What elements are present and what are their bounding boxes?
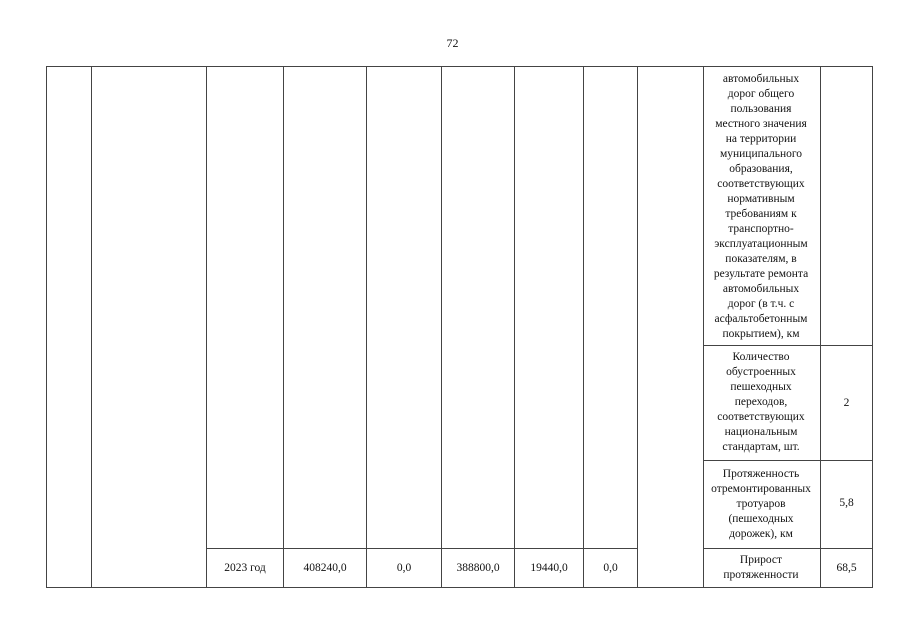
indicator-value: 2 [843, 397, 850, 409]
indicator-line: местного значения [715, 118, 807, 130]
page-number: 72 [446, 36, 459, 50]
amount-cell: 388800,0 [456, 562, 500, 574]
indicator-line: протяженности [723, 569, 799, 581]
indicator-line: тротуаров [736, 498, 786, 510]
indicator-line: Прирост [739, 554, 783, 566]
table-cell [283, 66, 367, 549]
indicator-line: дорог (в т.ч. с [727, 298, 795, 310]
indicator-name [703, 467, 819, 542]
indicator-name [703, 553, 819, 583]
indicator-line: образования, [729, 163, 793, 175]
total-amount: 408240,0 [303, 562, 347, 574]
indicator-line: автомобильных [722, 283, 800, 295]
amount-cell: 0,0 [396, 562, 412, 574]
indicator-line: дорожек), км [729, 528, 793, 540]
indicator-line: Протяженность [722, 468, 800, 480]
table-cell [820, 66, 873, 346]
indicator-line: асфальтобетонным [714, 313, 808, 325]
table-cell [91, 66, 207, 588]
indicator-name [703, 350, 819, 455]
indicator-line: обустроенных [726, 366, 796, 378]
indicator-line: результате ремонта [713, 268, 809, 280]
indicator-line: муниципального [719, 148, 803, 160]
indicator-line: пользования [730, 103, 792, 115]
indicator-line: дорог общего [727, 88, 795, 100]
indicator-line: автомобильных [722, 73, 800, 85]
amount-cell: 0,0 [603, 562, 618, 574]
indicator-line: Количество [732, 351, 790, 363]
indicator-line: покрытием), км [722, 328, 800, 340]
indicator-line: переходов, [734, 396, 788, 408]
indicator-line: нормативным [727, 193, 795, 205]
table-cell [206, 66, 284, 549]
indicator-line: национальным [724, 426, 798, 438]
indicator-name [703, 72, 819, 342]
indicator-line: пешеходных [730, 381, 792, 393]
indicator-line: соответствующих [717, 411, 805, 423]
indicator-line: на территории [725, 133, 797, 145]
indicator-value: 68,5 [836, 562, 857, 574]
indicator-line: отремонтированных [711, 483, 811, 495]
indicator-line: соответствующих [717, 178, 805, 190]
table-cell [583, 66, 638, 549]
indicator-line: стандартам, шт. [722, 441, 800, 453]
indicator-value: 5,8 [839, 497, 854, 509]
table-cell [46, 66, 92, 588]
year-label: 2023 год [224, 562, 266, 574]
indicator-line: показателям, в [725, 253, 797, 265]
amount-cell: 19440,0 [530, 562, 568, 574]
indicator-line: транспортно- [728, 223, 794, 235]
table-cell [637, 66, 704, 588]
table-cell [514, 66, 584, 549]
table-cell [366, 66, 442, 549]
table-cell [441, 66, 515, 549]
indicator-line: требованиям к [725, 208, 797, 220]
indicator-line: (пешеходных [728, 513, 794, 525]
indicator-line: эксплуатационным [714, 238, 808, 250]
